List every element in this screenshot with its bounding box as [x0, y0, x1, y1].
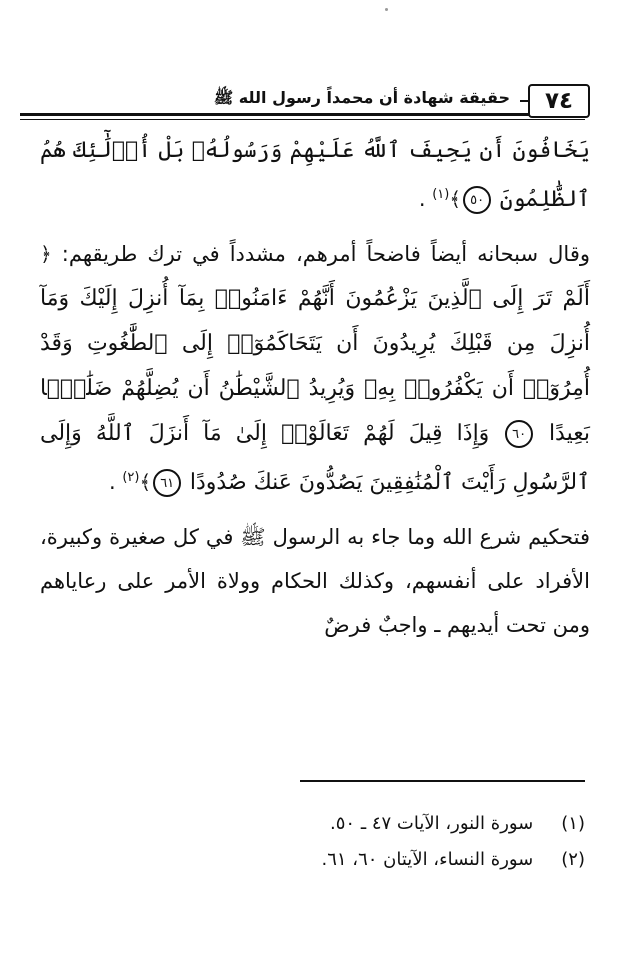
sentence-end: . — [418, 187, 426, 211]
page-header — [20, 84, 590, 124]
sentence-end: . — [108, 470, 116, 494]
body-text — [40, 128, 590, 657]
quran-open-bracket: ﴿ — [40, 242, 52, 266]
footnote — [40, 842, 585, 878]
ayah-number-marker: ٦٠ — [505, 420, 533, 448]
quran-close-bracket: ﴾ — [449, 187, 462, 211]
running-title: حقيقة شهادة أن محمداً رسول الله ﷺ — [213, 88, 510, 107]
paragraph-1 — [40, 128, 590, 222]
quran-close-bracket: ﴾ — [139, 470, 152, 494]
quran-verse: أَلَمْ تَرَ إِلَى ٱلَّذِينَ يَزْعُمُونَ أَنَّهُمْ ءَامَنُوا۟ بِمَآ أُنزِلَ إِلَيْكَ وَمَآ أُنزِلَ مِن قَبْلِكَ يُرِيدُونَ أَن يَتَحَاكَمُوٓا۟ إِلَى ٱلطَّٰغُوتِ وَقَدْ أُمِرُوٓا۟ أَن يَكْفُرُوا۟ بِهِۦ وَيُرِيدُ ٱلشَّيْطَٰنُ أَن يُضِلَّهُمْ ضَلَٰلًۢا بَعِيدًا — [40, 286, 590, 446]
quran-verse: وَإِذَا قِيلَ لَهُمْ تَعَالَوْا۟ إِلَىٰ مَآ أَنزَلَ ٱللَّهُ وَإِلَى ٱلرَّسُولِ رَأَيْتَ ٱلْمُنَٰفِقِينَ يَصُدُّونَ عَنكَ صُدُودًا — [40, 421, 590, 495]
footnote-number: (٢) — [561, 849, 585, 870]
quran-verse: يَخَافُونَ أَن يَحِيفَ ٱللَّهُ عَلَيْهِمْ وَرَسُولُهُۥ بَلْ أُو۟لَٰٓئِكَ هُمُ ٱلظَّٰلِمُونَ — [40, 138, 590, 212]
header-rule-thick — [20, 113, 585, 116]
ayah-number-marker: ٥٠ — [463, 186, 491, 214]
paragraph-2 — [40, 232, 590, 505]
header-rule-thin — [20, 119, 585, 120]
paragraph-3 — [40, 515, 590, 647]
footnote-reference: (١) — [432, 187, 450, 202]
footnote-text: سورة النساء، الآيتان ٦٠، ٦١. — [321, 849, 534, 870]
footnote-reference: (٢) — [122, 470, 140, 485]
ayah-number-marker: ٦١ — [153, 469, 181, 497]
page-number: ٧٤ — [528, 84, 590, 118]
scan-dot — [385, 8, 388, 11]
paragraph-text: وقال سبحانه أيضاً فاضحاً أمرهم، مشدداً في ترك طريقهم: — [61, 242, 590, 266]
footnotes — [40, 806, 585, 878]
footnote — [40, 806, 585, 842]
footnote-number: (١) — [561, 813, 585, 834]
footnote-text: سورة النور، الآيات ٤٧ ـ ٥٠. — [330, 813, 534, 834]
paragraph-text: فتحكيم شرع الله وما جاء به الرسول ﷺ في كل صغيرة وكبيرة، الأفراد على أنفسهم، وكذلك الحكام وولاة الأمر على رعاياهم ومن تحت أيديهم ـ واجبٌ فرضٌ — [40, 525, 590, 637]
footnote-separator — [300, 780, 585, 782]
